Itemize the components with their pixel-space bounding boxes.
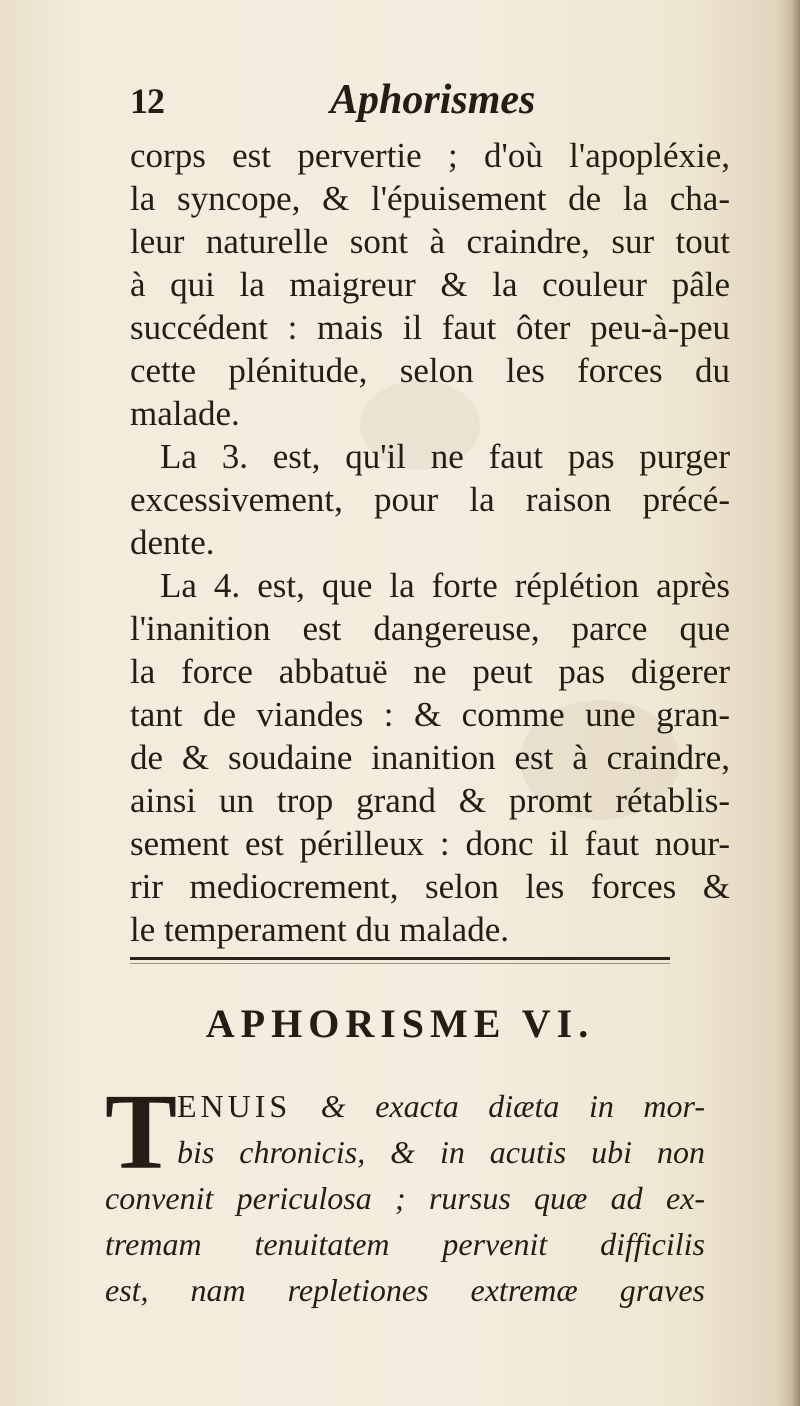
text-line: dente. [130,523,215,562]
latin-line: convenit periculosa ; rursus quæ ad ex- [105,1180,705,1216]
section-rule [130,957,670,960]
text-line: la force abbatuë ne peut pas digerer [130,652,730,691]
text-line: à qui la maigreur & la couleur pâle [130,265,730,304]
section-rule-thin [130,963,670,964]
text-line: La 3. est, qu'il ne faut pas purger [160,437,730,476]
page-edge-shadow [778,0,800,1406]
page-number: 12 [130,81,164,121]
text-line: la syncope, & l'épuisement de la cha- [130,179,730,218]
text-line: corps est pervertie ; d'où l'apopléxie, [130,136,730,175]
text-line: le temperament du malade. [130,910,510,949]
text-line: tant de viandes : & comme une gran- [130,695,730,734]
text-line: rir mediocrement, selon les forces & [130,867,730,906]
text-line: l'inanition est dangereuse, parce que [130,609,730,648]
running-head [0,70,800,130]
running-title: Aphorismes [330,77,536,123]
drop-cap: T [105,1073,178,1192]
latin-line-first [177,1083,705,1129]
latin-line: & exacta diæta in mor- [320,1088,706,1124]
body-text [130,134,730,951]
aphorism-heading: APHORISME VI. [205,1001,595,1046]
text-line: excessivement, pour la raison précé- [130,480,730,519]
text-line: de & soudaine inanition est à craindre, [130,738,730,777]
text-line: sement est périlleux : donc il faut nour- [130,824,730,863]
text-line: succédent : mais il faut ôter peu-à-peu [130,308,730,347]
text-line: cette plénitude, selon les forces du [130,351,730,390]
text-line: La 4. est, que la forte réplétion après [160,566,730,605]
latin-text [105,1073,706,1313]
text-line: ainsi un trop grand & promt rétablis- [130,781,730,820]
latin-line: est, nam repletiones extremæ graves [105,1272,705,1308]
latin-line: bis chronicis, & in acutis ubi non [177,1134,705,1170]
latin-first-word: ENUIS [177,1088,292,1124]
text-line: leur naturelle sont à craindre, sur tout [130,222,730,261]
latin-line: tremam tenuitatem pervenit difficilis [105,1226,705,1262]
text-line: malade. [130,394,240,433]
